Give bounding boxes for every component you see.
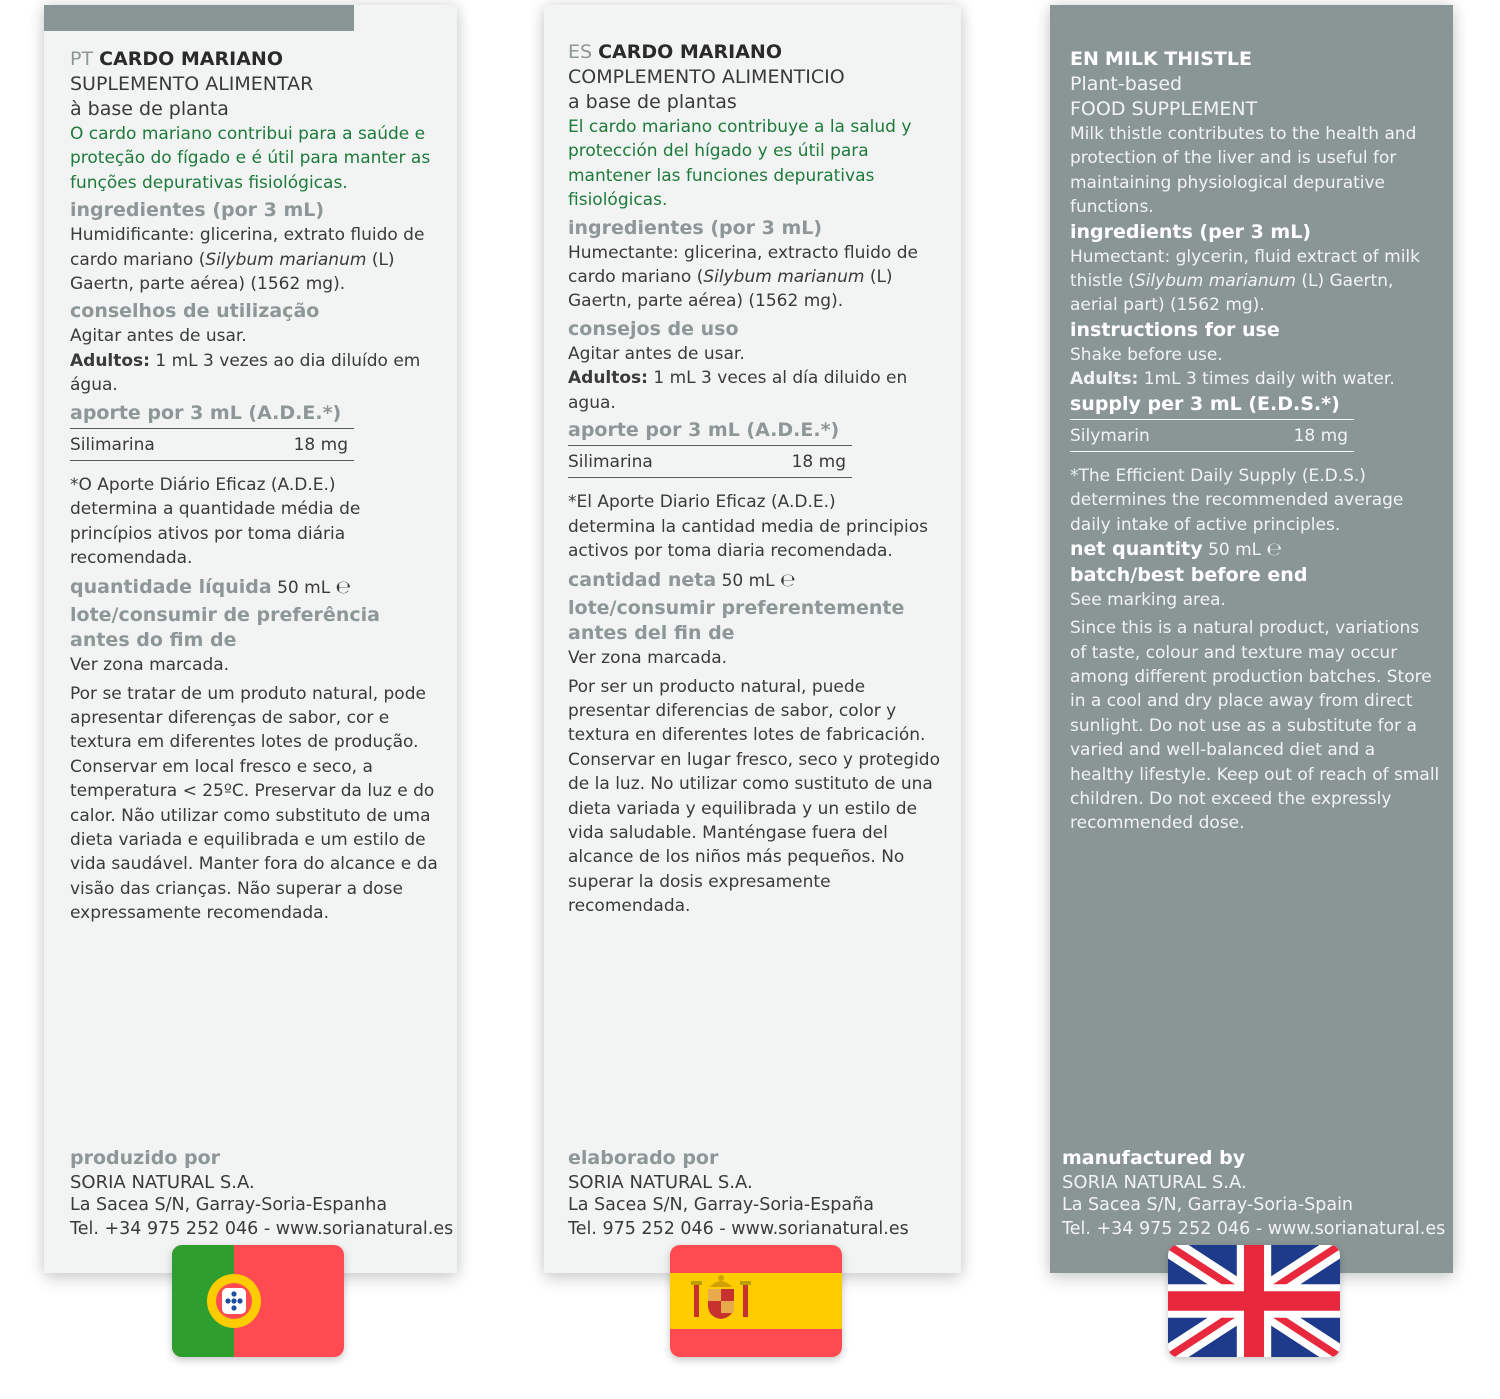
spain-flag-icon (670, 1245, 842, 1357)
storage-notes: Since this is a natural product, variations of taste, colour and texture may occur among different production batches. Store in a cool and dry place away from direct sunlight. Do not use as a substitute for a varied and well-balanced diet and a healthy lifestyle. Keep out of reach of small children. Do not exceed the expressly recommended dose. (1070, 618, 1440, 834)
footnote: *El Aporte Diario Eficaz (A.D.E.) determina la cantidad media de principios activos por toma diaria recomendada. (568, 492, 928, 562)
health-claim: O cardo mariano contribui para a saúde e proteção do fígado e é útil para manter as funções depurativas fisiológicas. (70, 124, 431, 193)
batch-title: batch/best before end (1070, 563, 1308, 586)
manufacturer-title: elaborado por (568, 1147, 719, 1169)
usage-adults: Adultos: 1 mL 3 vezes ao dia diluído em água. (70, 350, 421, 396)
usage-adults: Adultos: 1 mL 3 veces al día diluido en agua. (568, 368, 908, 413)
usage-line: Shake before use. (1070, 344, 1223, 365)
manufacturer-address: La Sacea S/N, Garray-Soria-España (568, 1195, 874, 1215)
manufacturer-contact: Tel. +34 975 252 046 - www.sorianatural.es (1062, 1218, 1446, 1239)
label-panel-pt (44, 5, 457, 1273)
usage-adults: Adults: 1mL 3 times daily with water. (1070, 369, 1395, 390)
manufacturer-address: La Sacea S/N, Garray-Soria-Spain (1062, 1195, 1354, 1215)
ingredients-title: ingredientes (por 3 mL) (70, 199, 325, 222)
portugal-flag-icon (172, 1245, 344, 1357)
manufacturer (1062, 1147, 1452, 1241)
supply-row (70, 429, 354, 461)
estimated-sign-icon: ℮ (1266, 539, 1282, 561)
manufacturer-address: La Sacea S/N, Garray-Soria-Espanha (70, 1195, 388, 1215)
manufacturer-contact: Tel. +34 975 252 046 - www.sorianatural.es (70, 1218, 454, 1239)
manufacturer-title: manufactured by (1062, 1147, 1246, 1169)
ingredients-text: Humectant: glycerin, fluid extract of milk thistle (Silybum marianum (L) Gaertn, aerial part) (1562 mg). (1070, 246, 1421, 316)
storage-notes: Por se tratar de um produto natural, pode apresentar diferenças de sabor, cor e textura em diferentes lotes de produção. Conservar em local fresco e seco, a temperatura < 25ºC. Preservar da luz e do calor. Não utilizar como substituto de uma dieta variada e equilibrada e um estilo de vida saudável. Manter fora do alcance e da visão das crianças. Não superar a dose expressamente recomendada. (70, 683, 438, 924)
scientific-name: Silybum marianum (703, 267, 865, 288)
batch-title: lote/consumir preferentemente antes del fin de (568, 597, 905, 645)
health-claim: El cardo mariano contribuye a la salud y protección del hígado y es útil para mantener las funciones depurativas fisiológicas. (568, 117, 912, 211)
label-panel-en (1050, 5, 1453, 1273)
batch-text: See marking area. (1070, 589, 1226, 610)
supply-name: Silimarina (70, 434, 155, 455)
net-quantity: net quantity 50 mL ℮ (1070, 538, 1282, 561)
supply-value: 18 mg (791, 452, 846, 473)
scientific-name: Silybum marianum (1134, 271, 1296, 292)
product-subtype: à base de planta (70, 98, 229, 120)
storage-notes: Por ser un producto natural, puede presentar diferencias de sabor, color y textura en diferentes lotes de fabricación. Conservar en lugar fresco, seco y protegido de la luz. No utilizar como sustituto de una dieta variada y equilibrada y un estilo de vida saludable. Manténgase fuera del alcance de los niños más pequeños. No superar la dosis expresamente recomendada. (568, 676, 940, 917)
supply-row (568, 446, 852, 478)
supply-name: Silymarin (1070, 425, 1150, 446)
ingredients-title: ingredientes (por 3 mL) (568, 216, 823, 239)
batch-title: lote/consumir de preferência antes do fim de (70, 604, 380, 652)
manufacturer-title: produzido por (70, 1147, 221, 1169)
batch-text: Ver zona marcada. (70, 655, 230, 676)
manufacturer-company: SORIA NATURAL S.A. (568, 1171, 753, 1193)
manufacturer-company: SORIA NATURAL S.A. (70, 1171, 255, 1193)
product-title: EN MILK THISTLE (1070, 48, 1252, 70)
product-title: ES CARDO MARIANO (568, 41, 782, 63)
manufacturer (70, 1147, 460, 1241)
supply-table (1070, 392, 1354, 452)
label-content (1070, 46, 1440, 836)
estimated-sign-icon: ℮ (335, 576, 351, 598)
footnote: *The Efficient Daily Supply (E.D.S.) determines the recommended average daily intake of active principles. (1070, 466, 1404, 535)
supply-value: 18 mg (293, 434, 348, 455)
supply-row (1070, 420, 1354, 452)
language-code: EN (1070, 48, 1099, 70)
label-panel-es (544, 5, 961, 1273)
product-type: Plant-based (1070, 73, 1183, 95)
supply-name: Silimarina (568, 452, 653, 473)
usage-title: consejos de uso (568, 317, 739, 340)
usage-title: conselhos de utilização (70, 300, 320, 323)
manufacturer (568, 1147, 958, 1241)
ingredients-title: ingredients (per 3 mL) (1070, 220, 1312, 243)
scientific-name: Silybum marianum (205, 249, 367, 270)
supply-title: aporte por 3 mL (A.D.E.*) (568, 418, 852, 446)
product-type: COMPLEMENTO ALIMENTICIO (568, 66, 845, 88)
manufacturer-company: SORIA NATURAL S.A. (1062, 1171, 1247, 1193)
supply-table (70, 401, 354, 461)
usage-title: instructions for use (1070, 318, 1280, 341)
footnote: *O Aporte Diário Eficaz (A.D.E.) determina a quantidade média de princípios ativos por toma diária recomendada. (70, 475, 361, 569)
product-type: SUPLEMENTO ALIMENTAR (70, 73, 314, 95)
batch-text: Ver zona marcada. (568, 648, 728, 669)
manufacturer-contact: Tel. 975 252 046 - www.sorianatural.es (568, 1218, 909, 1239)
language-code: PT (70, 48, 94, 70)
usage-line: Agitar antes de usar. (568, 343, 745, 364)
product-subtype: FOOD SUPPLEMENT (1070, 98, 1258, 120)
supply-title: supply per 3 mL (E.D.S.*) (1070, 392, 1354, 420)
label-content (568, 39, 948, 919)
health-claim: Milk thistle contributes to the health and protection of the liver and is useful for maintaining physiological depurative functions. (1070, 124, 1417, 218)
language-code: ES (568, 41, 593, 63)
net-quantity: cantidad neta 50 mL ℮ (568, 568, 796, 591)
supply-value: 18 mg (1293, 425, 1348, 446)
supply-title: aporte por 3 mL (A.D.E.*) (70, 401, 354, 429)
ingredients-text: Humectante: glicerina, extracto fluido de cardo mariano (Silybum marianum (L) Gaertn, parte aérea) (1562 mg). (568, 242, 918, 312)
estimated-sign-icon: ℮ (780, 569, 796, 591)
supply-table (568, 418, 852, 478)
uk-flag-icon (1168, 1245, 1340, 1357)
usage-line: Agitar antes de usar. (70, 326, 247, 347)
product-subtype: a base de plantas (568, 91, 737, 113)
label-content (70, 46, 440, 926)
net-quantity: quantidade líquida 50 mL ℮ (70, 575, 351, 598)
product-title: PT CARDO MARIANO (70, 48, 283, 70)
ingredients-text: Humidificante: glicerina, extrato fluido de cardo mariano (Silybum marianum (L) Gaertn, parte aérea) (1562 mg). (70, 225, 425, 295)
panel-top-bar (44, 5, 354, 31)
